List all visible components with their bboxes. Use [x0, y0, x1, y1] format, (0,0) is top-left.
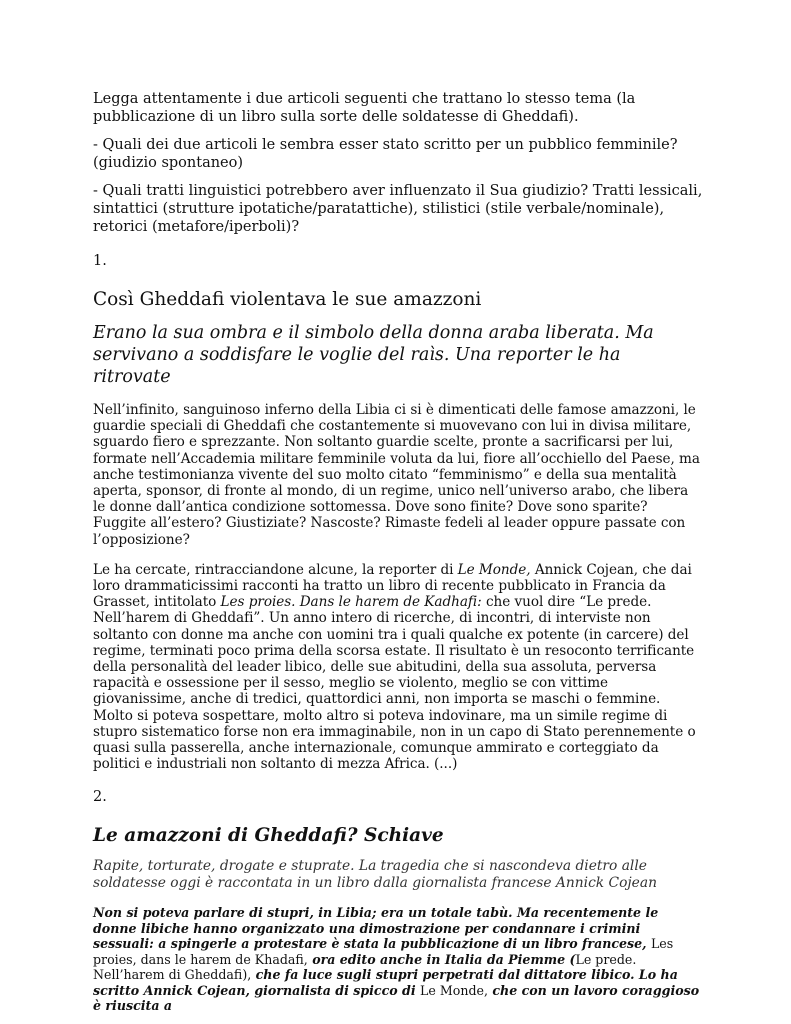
- text-run-bold: Non si poteva parlare di stupri, in Libia; era un totale tabù. Ma recentemente le donne libiche hanno organizzato una dimostrazione per condannare i crimini sessuali: a spingerle a protestare è stata la pubblicazione di un libro francese,: [93, 905, 659, 952]
- text-run: Le ha cercate, rintracciandone alcune, la reporter di: [93, 561, 458, 578]
- text-run-roman: prede. Nell’harem di Gheddafi),: [93, 951, 637, 983]
- article-2-number: 2.: [93, 789, 107, 806]
- article-1-number: 1.: [93, 253, 107, 269]
- article-2-paragraph: [93, 905, 703, 1014]
- text-run-roman: Les proies, dans le harem de Khadafi,: [93, 936, 674, 967]
- text-run: Annick Cojean, che dai loro drammaticissimi racconti ha tratto un libro di recente pubblicato in Francia da Grasset, intitolato: [93, 561, 692, 611]
- text-run: che vuol dire “Le prede. Nell’harem di Gheddafi”. Un anno intero di ricerche, di incontri, di interviste non soltanto con donne ma anche con uomini tra i quali qualche ex potente (in carcere) del regime, terminati poco prima della scorsa estate. Il risultato è un resoconto terrificante della personalità del leader libico, delle sue abitudini, della sua assoluta, perversa rapacità e ossessione per il sesso, meglio se violento, meglio se con vittime giovanissime, anche di tredici, quattordici anni, non importa se maschi o femmine. Molto si poteva sospettare, molto altro si poteva indovinare, ma un simile regime di stupro sistematico forse non era immaginabile, non in un capo di Stato perennemente o quasi sulla passerella, anche internazionale, comunque ammirato e corteggiato da politici e industriali non soltanto di mezza Africa. (...): [93, 594, 696, 773]
- article-2-subtitle: Rapite, torturate, drogate e stuprate. La tragedia che si nascondeva dietro alle soldatesse oggi è raccontata in un libro dalla giornalista francese Annick Cojean: [93, 858, 657, 891]
- article-1-paragraph-2: [93, 562, 703, 773]
- article-1-title: Così Gheddafi violentava le sue amazzoni: [93, 289, 482, 310]
- article-2-title: Le amazzoni di Gheddafi? Schiave: [93, 825, 444, 847]
- article-1-subtitle: Erano la sua ombra e il simbolo della donna araba liberata. Ma servivano a soddisfare le voglie del raìs. Una reporter le ha ritrovate: [93, 323, 654, 387]
- article-1-paragraph-1: Nell’infinito, sanguinoso inferno della Libia ci si è dimenticati delle famose amazzoni, le guardie speciali di Gheddafi che costantemente si muovevano con lui in divisa militare, sguardo fiero e sprezzante. Non soltanto guardie scelte, pronte a sacrificarsi per lui, formate nell’Accademia militare femminile voluta da lui, fiore all’occhiello del Paese, ma anche testimonianza vivente del suo molto citato “femminismo” e della sua mentalità aperta, sponsor, di fronte al mondo, di un regime, unico nell’universo arabo, che libera le donne dall’antica condizione sottomessa. Dove sono finite? Dove sono sparite? Fuggite all’estero? Giustiziate? Nascoste? Rimaste fedeli al leader oppure passate con l’opposizione?: [93, 402, 700, 548]
- intro-paragraph: Legga attentamente i due articoli seguenti che trattano lo stesso tema (la pubblicazione di un libro sulla sorte delle soldatesse di Gheddafi).: [93, 91, 636, 125]
- question-1: - Quali dei due articoli le sembra esser stato scritto per un pubblico femminile? (giudizio spontaneo): [93, 137, 678, 171]
- text-run-bold: che con un lavoro coraggioso è riuscita a: [93, 982, 700, 1014]
- text-run-roman: Le Monde,: [420, 982, 488, 998]
- text-run-italic: Le Monde,: [457, 561, 531, 578]
- question-2: - Quali tratti linguistici potrebbero aver influenzato il Sua giudizio? Tratti lessicali, sintattici (strutture ipotatiche/paratattiche), stilistici (stile verbale/nominale), retorici (metafore/iperboli)?: [93, 183, 703, 235]
- document-content: [93, 90, 703, 1014]
- text-run-roman: Le: [575, 951, 592, 967]
- text-run-bold: che fa luce sugli stupri perpetrati dal dittatore libico. Lo ha scritto Annick Cojean, giornalista di spicco di: [93, 967, 678, 998]
- text-run-italic: Les proies. Dans le harem de Kadhafi:: [220, 594, 482, 611]
- text-run-bold: ora edito anche in Italia da Piemme (: [307, 951, 576, 967]
